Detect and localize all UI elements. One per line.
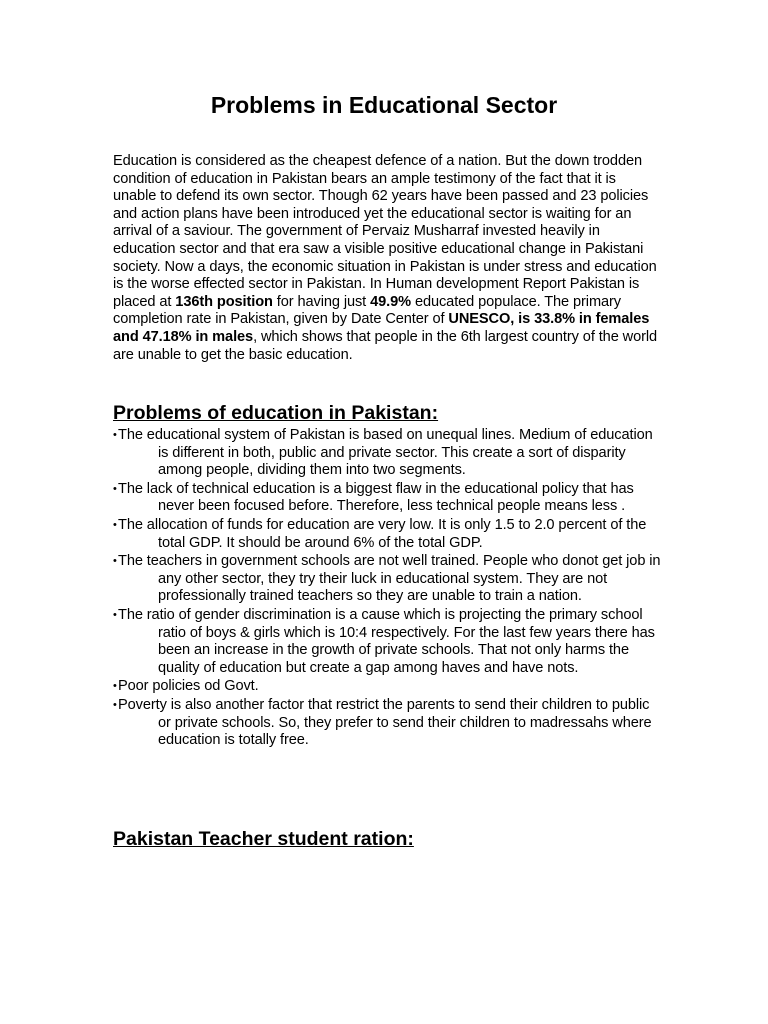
problems-list xyxy=(113,427,661,751)
bullet-icon: • xyxy=(113,608,117,621)
intro-text: for having just xyxy=(272,293,371,310)
bullet-icon: • xyxy=(113,429,117,441)
list-item xyxy=(113,481,661,516)
bullet-icon: • xyxy=(113,680,117,693)
intro-text: Education is considered as the cheapest defence of a nation. But the down trodden condition of education in Pakistan bears an ample testimony of the fact that it is unable to defend its own sector. Though 62 years have been passed and 23 policies and action plans have been introduced yet the educational sector is waiting for an arrival of a saviour. The government of Pervaiz Musharraf invested heavily in education sector and that era saw a visible positive educational change in Pakistani society. Now a days, the economic situation in Pakistan is under stress and education is the worse effected sector in Pakistan. In Human development Report Pakistan is placed at xyxy=(113,153,657,310)
intro-bold-literacy: 49.9% xyxy=(370,293,411,310)
intro-bold-unesco: UNESCO, is 33.8% in females and 47.18% in males xyxy=(113,311,650,345)
list-item-text: The allocation of funds for education are very low. It is only 1.5 to 2.0 percent of the total GDP. It should be around 6% of the total GDP. xyxy=(118,516,647,551)
list-item xyxy=(113,517,661,552)
list-item xyxy=(113,553,661,606)
bullet-icon: • xyxy=(113,698,117,711)
list-item xyxy=(113,427,661,480)
section-heading-problems: Problems of education in Pakistan: xyxy=(113,402,439,424)
list-item-text: Poverty is also another factor that restrict the parents to send their children to public or private schools. So, they prefer to send their children to madressahs where education is totally free. xyxy=(118,696,652,749)
section-heading-teacher-student-ratio: Pakistan Teacher student ration: xyxy=(113,828,414,850)
list-item xyxy=(113,678,661,696)
list-item xyxy=(113,607,661,677)
document-title: Problems in Educational Sector xyxy=(210,92,558,118)
intro-paragraph xyxy=(113,153,661,364)
list-item-text: The teachers in government schools are not well trained. People who donot get job in any other sector, they try their luck in educational system. They are not professionally trained teachers so they are unable to train a nation. xyxy=(118,553,661,605)
list-item-text: The educational system of Pakistan is based on unequal lines. Medium of education is different in both, public and private sector. This create a sort of disparity among people, dividing them into two segments. xyxy=(118,427,653,479)
intro-bold-rank: 136th position xyxy=(175,293,273,310)
list-item-text: The lack of technical education is a biggest flaw in the educational policy that has never been focused before. Therefore, less technical people means less . xyxy=(118,480,634,515)
intro-text: , which shows that people in the 6th largest country of the world are unable to get the basic education. xyxy=(113,328,658,363)
intro-text: educated populace. The primary completion rate in Pakistan, given by Date Center of xyxy=(113,293,621,328)
bullet-icon: • xyxy=(113,555,117,568)
list-item xyxy=(113,697,661,750)
bullet-icon: • xyxy=(113,482,117,495)
bullet-icon: • xyxy=(113,518,117,531)
list-item-text: Poor policies od Govt. xyxy=(118,678,259,695)
list-item-text: The ratio of gender discrimination is a cause which is projecting the primary school ratio of boys & girls which is 10:4 respectively. For the last few years there has been an increase in the growth of private schools. That not only harms the quality of education but create a gap among haves and have nots. xyxy=(118,606,655,676)
